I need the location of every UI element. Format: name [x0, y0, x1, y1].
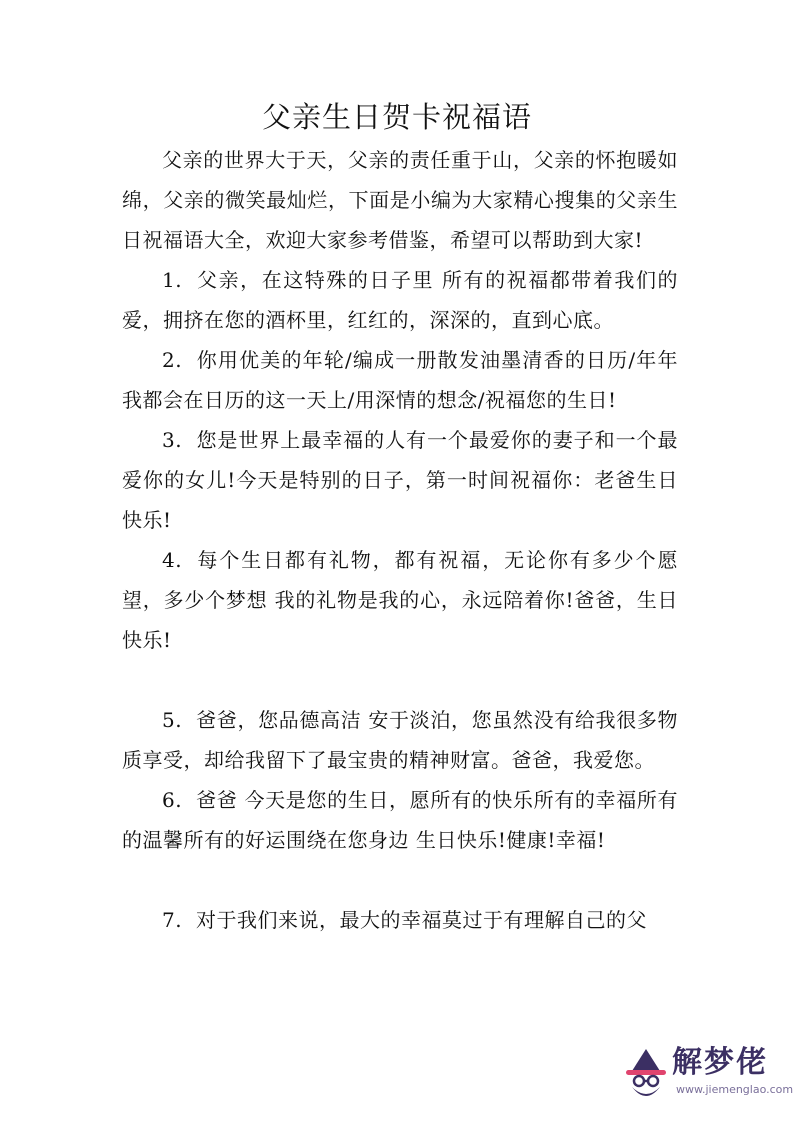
list-item-number: 1. [162, 268, 183, 292]
list-item-text: 您是世界上最幸福的人有一个最爱你的妻子和一个最爱你的女儿!今天是特别的日子，第一时间祝福你：老爸生日快乐! [122, 428, 678, 532]
list-item-number: 2. [162, 348, 183, 372]
list-item-2 [122, 340, 678, 420]
blank-line [122, 860, 678, 900]
list-item-text: 你用优美的年轮/编成一册散发油墨清香的日历/年年我都会在日历的这一天上/用深情的想念/祝福您的生日! [122, 348, 678, 412]
list-item-text: 爸爸，您品德高洁 安于淡泊，您虽然没有给我很多物质享受，却给我留下了最宝贵的精神财富。爸爸，我爱您。 [122, 708, 678, 772]
list-item-number: 6. [162, 788, 183, 812]
document-title: 父亲生日贺卡祝福语 [261, 100, 532, 134]
list-item-text: 对于我们来说，最大的幸福莫过于有理解自己的父 [196, 908, 647, 932]
document-body [122, 140, 678, 940]
intro-paragraph: 父亲的世界大于天，父亲的责任重于山，父亲的怀抱暖如绵，父亲的微笑最灿烂，下面是小编为大家精心搜集的父亲生日祝福语大全，欢迎大家参考借鉴，希望可以帮助到大家! [122, 148, 678, 252]
blank-line [122, 660, 678, 700]
watermark-site-name: 解梦佬 [672, 1045, 768, 1080]
list-item-text: 爸爸 今天是您的生日，愿所有的快乐所有的幸福所有的温馨所有的好运围绕在您身边 生日快乐!健康!幸福! [122, 788, 678, 852]
list-item-text: 父亲，在这特殊的日子里 所有的祝福都带着我们的爱，拥挤在您的酒杯里，红红的，深深的，直到心底。 [122, 268, 678, 332]
wizard-logo-icon [620, 1047, 672, 1103]
list-item-4 [122, 540, 678, 660]
list-item-number: 3. [162, 428, 183, 452]
list-item-1 [122, 260, 678, 340]
list-item-text: 每个生日都有礼物，都有祝福，无论你有多少个愿望，多少个梦想 我的礼物是我的心，永远陪着你!爸爸，生日快乐! [122, 548, 678, 652]
list-item-number: 4. [162, 548, 183, 572]
list-item-number: 7. [162, 908, 183, 932]
list-item-5 [122, 700, 678, 780]
site-watermark [620, 1041, 794, 1113]
list-item-7 [122, 900, 678, 940]
list-item-3 [122, 420, 678, 540]
watermark-url: www.jiemenglao.com [676, 1083, 794, 1096]
list-item-number: 5. [162, 708, 183, 732]
list-item-6 [122, 780, 678, 860]
